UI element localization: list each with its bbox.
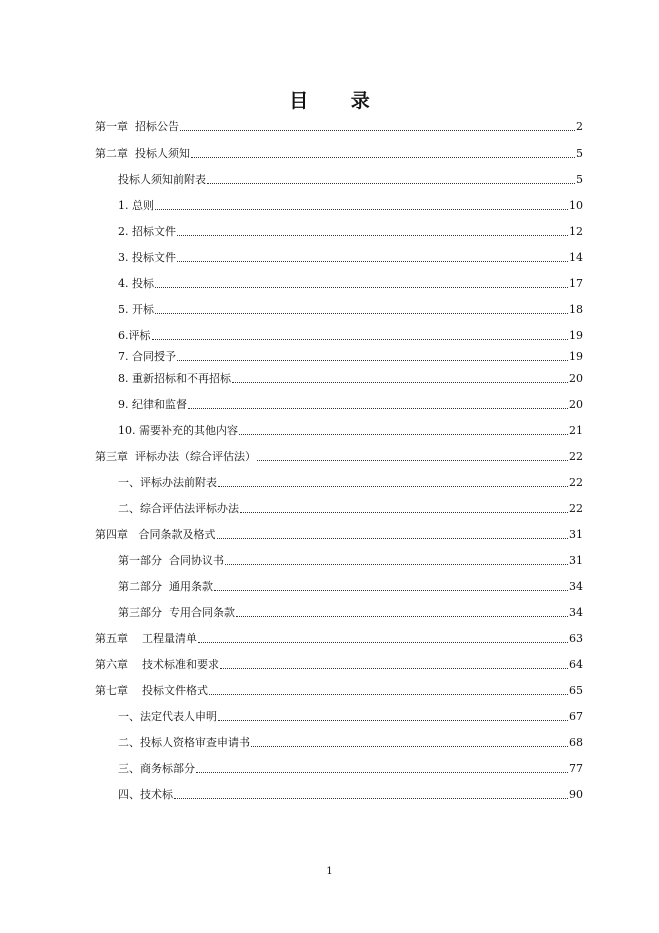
dot-leader: [239, 434, 568, 435]
dot-leader: [218, 720, 568, 721]
toc-entry-label: 第四章 合同条款及格式: [95, 528, 216, 541]
toc-entry[interactable]: [118, 275, 583, 291]
toc-entry-page: 31: [569, 528, 583, 541]
toc-entry-label: 第三部分 专用合同条款: [118, 606, 235, 619]
toc-entry-page: 34: [569, 606, 583, 619]
toc-entry-page: 20: [569, 398, 583, 411]
toc-entry-page: 21: [569, 424, 583, 437]
dot-leader: [240, 512, 568, 513]
toc-title: 目 录: [289, 90, 388, 112]
toc-entry-label: 2. 招标文件: [118, 225, 176, 238]
toc-entry-label: 第一章 招标公告: [95, 120, 179, 133]
dot-leader: [236, 616, 568, 617]
dot-leader: [251, 746, 568, 747]
toc-entry[interactable]: [95, 526, 583, 542]
toc-entry-page: 5: [576, 173, 583, 186]
toc-entry-page: 68: [569, 736, 583, 749]
toc-entry[interactable]: [95, 145, 583, 161]
toc-entry-page: 67: [569, 710, 583, 723]
dot-leader: [196, 772, 568, 773]
dot-leader: [155, 209, 568, 210]
toc-entry-label: 第三章 评标办法（综合评估法）: [95, 450, 256, 463]
dot-leader: [214, 590, 568, 591]
toc-entry-label: 三、商务标部分: [118, 762, 195, 775]
dot-leader: [217, 538, 569, 539]
toc-entry-label: 10. 需要补充的其他内容: [118, 424, 238, 437]
toc-entry-page: 5: [576, 147, 583, 160]
toc-entry[interactable]: [118, 396, 583, 412]
dot-leader: [188, 408, 568, 409]
toc-entry-page: 31: [569, 554, 583, 567]
dot-leader: [198, 642, 568, 643]
toc-entry-page: 17: [569, 277, 583, 290]
toc-entry-page: 34: [569, 580, 583, 593]
dot-leader: [155, 313, 568, 314]
toc-entry-page: 20: [569, 372, 583, 385]
toc-entry[interactable]: [118, 223, 583, 239]
toc-entry-label: 一、评标办法前附表: [118, 476, 217, 489]
dot-leader: [174, 798, 568, 799]
toc-entry[interactable]: [118, 422, 583, 438]
toc-entry[interactable]: [118, 249, 583, 265]
dot-leader: [209, 694, 568, 695]
dot-leader: [180, 130, 575, 131]
dot-leader: [177, 261, 568, 262]
dot-leader: [218, 486, 568, 487]
toc-entry-page: 22: [569, 450, 583, 463]
dot-leader: [155, 287, 568, 288]
toc-entry[interactable]: [95, 656, 583, 672]
dot-leader: [177, 360, 568, 361]
toc-entry-page: 19: [569, 350, 583, 363]
toc-entry-label: 4. 投标: [118, 277, 154, 290]
toc-entry-label: 7. 合同授予: [118, 350, 176, 363]
dot-leader: [191, 157, 575, 158]
toc-entry[interactable]: [118, 500, 583, 516]
toc-entry-label: 第七章 投标文件格式: [95, 684, 208, 697]
dot-leader: [257, 460, 568, 461]
toc-entry-page: 22: [569, 502, 583, 515]
toc-entry-page: 10: [569, 199, 583, 212]
toc-entry[interactable]: [95, 448, 583, 464]
toc-entry-label: 二、综合评估法评标办法: [118, 502, 239, 515]
toc-entry[interactable]: [118, 552, 583, 568]
toc-entry-page: 2: [576, 120, 583, 133]
toc-entry-label: 投标人须知前附表: [118, 173, 206, 186]
toc-entry-page: 63: [569, 632, 583, 645]
toc-entry[interactable]: [118, 708, 583, 724]
toc-entry-label: 第二部分 通用条款: [118, 580, 213, 593]
toc-entry-label: 6.评标: [118, 329, 151, 342]
toc-entry[interactable]: [118, 760, 583, 776]
dot-leader: [220, 668, 568, 669]
dot-leader: [152, 339, 569, 340]
toc-entry-label: 8. 重新招标和不再招标: [118, 372, 231, 385]
toc-entry[interactable]: [95, 118, 583, 134]
toc-entry[interactable]: [118, 734, 583, 750]
toc-entry-page: 65: [569, 684, 583, 697]
toc-entry[interactable]: [118, 171, 583, 187]
toc-entry-label: 5. 开标: [118, 303, 154, 316]
toc-entry-label: 1. 总则: [118, 199, 154, 212]
toc-entry[interactable]: [118, 348, 583, 364]
toc-entry[interactable]: [95, 682, 583, 698]
dot-leader: [207, 183, 575, 184]
dot-leader: [232, 382, 568, 383]
toc-entry-label: 第六章 技术标准和要求: [95, 658, 219, 671]
toc-entry-label: 四、技术标: [118, 788, 173, 801]
toc-entry[interactable]: [118, 604, 583, 620]
toc-entry[interactable]: [118, 197, 583, 213]
toc-entry-label: 第一部分 合同协议书: [118, 554, 224, 567]
page-number: 1: [326, 866, 333, 877]
toc-entry[interactable]: [118, 327, 583, 343]
toc-entry-label: 9. 纪律和监督: [118, 398, 187, 411]
toc-entry[interactable]: [118, 301, 583, 317]
toc-entry-page: 22: [569, 476, 583, 489]
toc-entry-page: 64: [569, 658, 583, 671]
dot-leader: [225, 564, 568, 565]
toc-entry[interactable]: [118, 786, 583, 802]
toc-entry[interactable]: [95, 630, 583, 646]
toc-entry-page: 14: [569, 251, 583, 264]
toc-entry-page: 77: [569, 762, 583, 775]
toc-entry-page: 12: [569, 225, 583, 238]
toc-entry-label: 一、法定代表人申明: [118, 710, 217, 723]
toc-entry[interactable]: [118, 474, 583, 490]
toc-entry-page: 90: [569, 788, 583, 801]
toc-entry-label: 第二章 投标人须知: [95, 147, 190, 160]
toc-entry-label: 3. 投标文件: [118, 251, 176, 264]
dot-leader: [177, 235, 568, 236]
toc-entry-label: 二、投标人资格审查申请书: [118, 736, 250, 749]
toc-entry-page: 19: [569, 329, 583, 342]
toc-entry-label: 第五章 工程量清单: [95, 632, 197, 645]
toc-entry[interactable]: [118, 370, 583, 386]
toc-entry[interactable]: [118, 578, 583, 594]
toc-entry-page: 18: [569, 303, 583, 316]
